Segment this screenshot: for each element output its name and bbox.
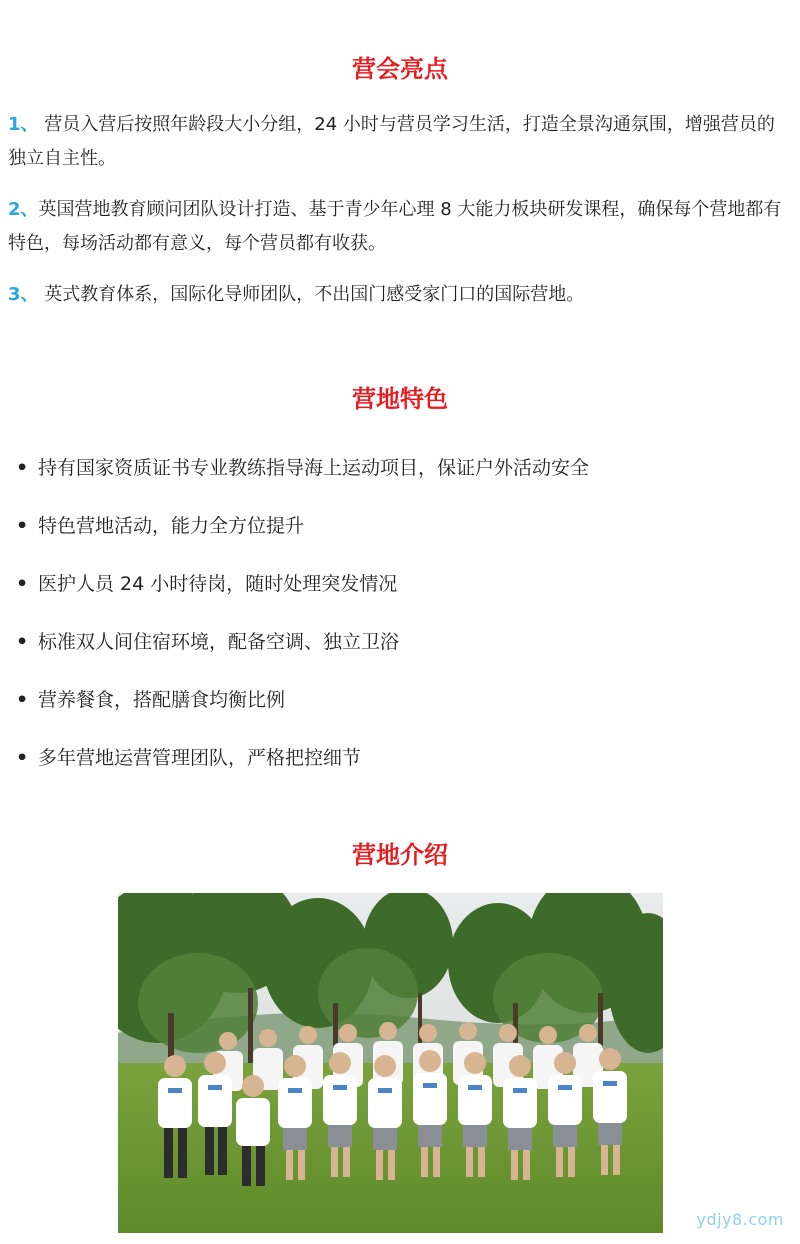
- highlight-item-2: [8, 193, 792, 261]
- feature-item-6: [16, 743, 786, 773]
- highlight-item-3: [8, 278, 792, 312]
- highlight-number: 1、: [8, 114, 39, 135]
- features-title: 营地特色: [352, 385, 448, 413]
- feature-item-1: [16, 453, 786, 483]
- bullet-icon: •: [16, 631, 29, 653]
- highlight-text: 英国营地教育顾问团队设计打造、基于青少年心理 8 大能力板块研发课程，确保每个营地都有特色，每场活动都有意义，每个营员都有收获。: [8, 199, 782, 254]
- feature-item-2: [16, 511, 786, 541]
- feature-text: 持有国家资质证书专业教练指导海上运动项目，保证户外活动安全: [38, 457, 590, 479]
- feature-item-4: [16, 627, 786, 657]
- feature-text: 标准双人间住宿环境，配备空调、独立卫浴: [38, 631, 400, 653]
- watermark: ydjy8.com: [696, 1210, 784, 1229]
- intro-title: 营地介绍: [352, 841, 448, 869]
- highlight-number: 3、: [8, 284, 39, 305]
- bullet-icon: •: [16, 747, 29, 769]
- bullet-icon: •: [16, 689, 29, 711]
- feature-item-5: [16, 685, 786, 715]
- camp-group-photo: [118, 893, 663, 1233]
- bullet-icon: •: [16, 573, 29, 595]
- highlights-title: 营会亮点: [352, 55, 448, 83]
- feature-item-3: [16, 569, 786, 599]
- bullet-icon: •: [16, 457, 29, 479]
- feature-text: 医护人员 24 小时待岗，随时处理突发情况: [38, 573, 398, 595]
- highlight-text: 英式教育体系，国际化导师团队，不出国门感受家门口的国际营地。: [38, 284, 585, 305]
- feature-text: 多年营地运营管理团队，严格把控细节: [38, 747, 362, 769]
- highlight-item-1: [8, 108, 792, 176]
- feature-text: 营养餐食，搭配膳食均衡比例: [38, 689, 286, 711]
- highlight-number: 2、: [8, 199, 39, 220]
- highlight-text: 营员入营后按照年龄段大小分组，24 小时与营员学习生活，打造全景沟通氛围，增强营员的独立自主性。: [8, 114, 775, 169]
- feature-text: 特色营地活动，能力全方位提升: [38, 515, 305, 537]
- bullet-icon: •: [16, 515, 29, 537]
